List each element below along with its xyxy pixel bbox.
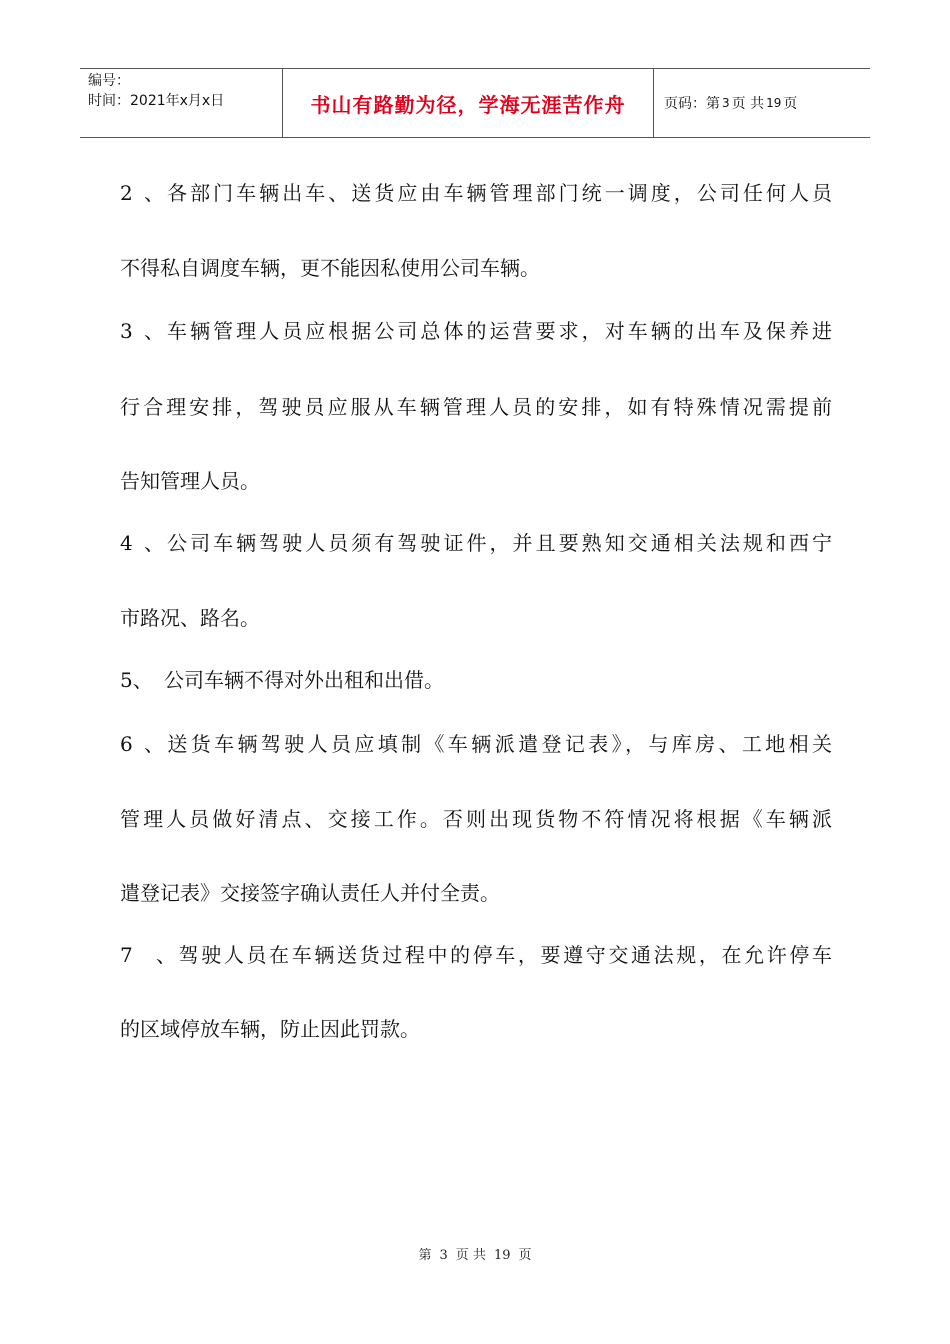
- paragraph-text: 管理人员做好清点、交接工作。否则出现货物不符情况将根据《车辆派: [120, 807, 832, 831]
- paragraph-line: [120, 468, 832, 494]
- paragraph-text: 行合理安排，驾驶员应服从车辆管理人员的安排，如有特殊情况需提前: [120, 395, 832, 419]
- paragraph-line: [120, 394, 832, 420]
- paragraph-text: 驾驶人员在车辆送货过程中的停车，要遵守交通法规，在允许停车: [176, 943, 832, 967]
- header-motto: 书山有路勤为径，学海无涯苦作舟: [310, 92, 626, 117]
- footer-prefix: 第: [418, 1248, 432, 1263]
- paragraph-line: [120, 731, 832, 757]
- paragraph-line: [120, 605, 832, 631]
- header-motto-cell: [282, 69, 654, 137]
- paragraph-line: [120, 1016, 832, 1042]
- document-number-label: 编号：: [88, 73, 130, 89]
- page-label-prefix: 页码：第: [664, 96, 720, 112]
- paragraph-text: 市路况、路名。: [120, 606, 260, 630]
- paragraph-line: [120, 880, 832, 906]
- paragraph-line: [120, 942, 832, 968]
- paragraph-line: [120, 255, 832, 281]
- paragraph-line: [120, 530, 832, 556]
- page-header: [80, 68, 870, 138]
- page-footer: [0, 1244, 950, 1263]
- page-total: 19: [766, 96, 782, 110]
- list-marker: 6、: [120, 732, 164, 756]
- paragraph-text: 告知管理人员。: [120, 469, 260, 493]
- paragraph-line: [120, 180, 832, 206]
- paragraph-line: [120, 806, 832, 832]
- paragraph-line: [120, 318, 832, 344]
- page-current: 3: [722, 96, 730, 110]
- list-marker: 2、: [120, 181, 164, 205]
- page-label-suffix: 页: [783, 96, 798, 112]
- paragraph-text: 各部门车辆出车、送货应由车辆管理部门统一调度，公司任何人员: [164, 181, 832, 205]
- footer-total-pages: 19: [493, 1248, 511, 1263]
- page-label-mid: 页 共: [731, 96, 765, 112]
- footer-current-page: 3: [439, 1248, 448, 1263]
- paragraph-text: 的区域停放车辆，防止因此罚款。: [120, 1017, 420, 1041]
- footer-mid: 页 共: [455, 1248, 486, 1263]
- paragraph-text: 车辆管理人员应根据公司总体的运营要求，对车辆的出车及保养进: [164, 319, 832, 343]
- paragraph-text: 公司车辆不得对外出租和出借。: [164, 668, 444, 692]
- list-marker: 7、: [120, 943, 176, 967]
- list-marker: 5、: [120, 668, 153, 692]
- document-date-label: 时间：2021年x月x日: [88, 93, 225, 109]
- header-meta: [88, 69, 284, 139]
- header-page-indicator: [664, 69, 870, 137]
- list-marker: 4、: [120, 531, 164, 555]
- list-marker: 3、: [120, 319, 164, 343]
- footer-suffix: 页: [518, 1248, 532, 1263]
- paragraph-text: 送货车辆驾驶人员应填制《车辆派遣登记表》，与库房、工地相关: [164, 732, 832, 756]
- paragraph-text: 不得私自调度车辆，更不能因私使用公司车辆。: [120, 256, 540, 280]
- paragraph-line: [120, 667, 832, 693]
- paragraph-text: 公司车辆驾驶人员须有驾驶证件，并且要熟知交通相关法规和西宁: [164, 531, 832, 555]
- paragraph-text: 遣登记表》交接签字确认责任人并付全责。: [120, 881, 500, 905]
